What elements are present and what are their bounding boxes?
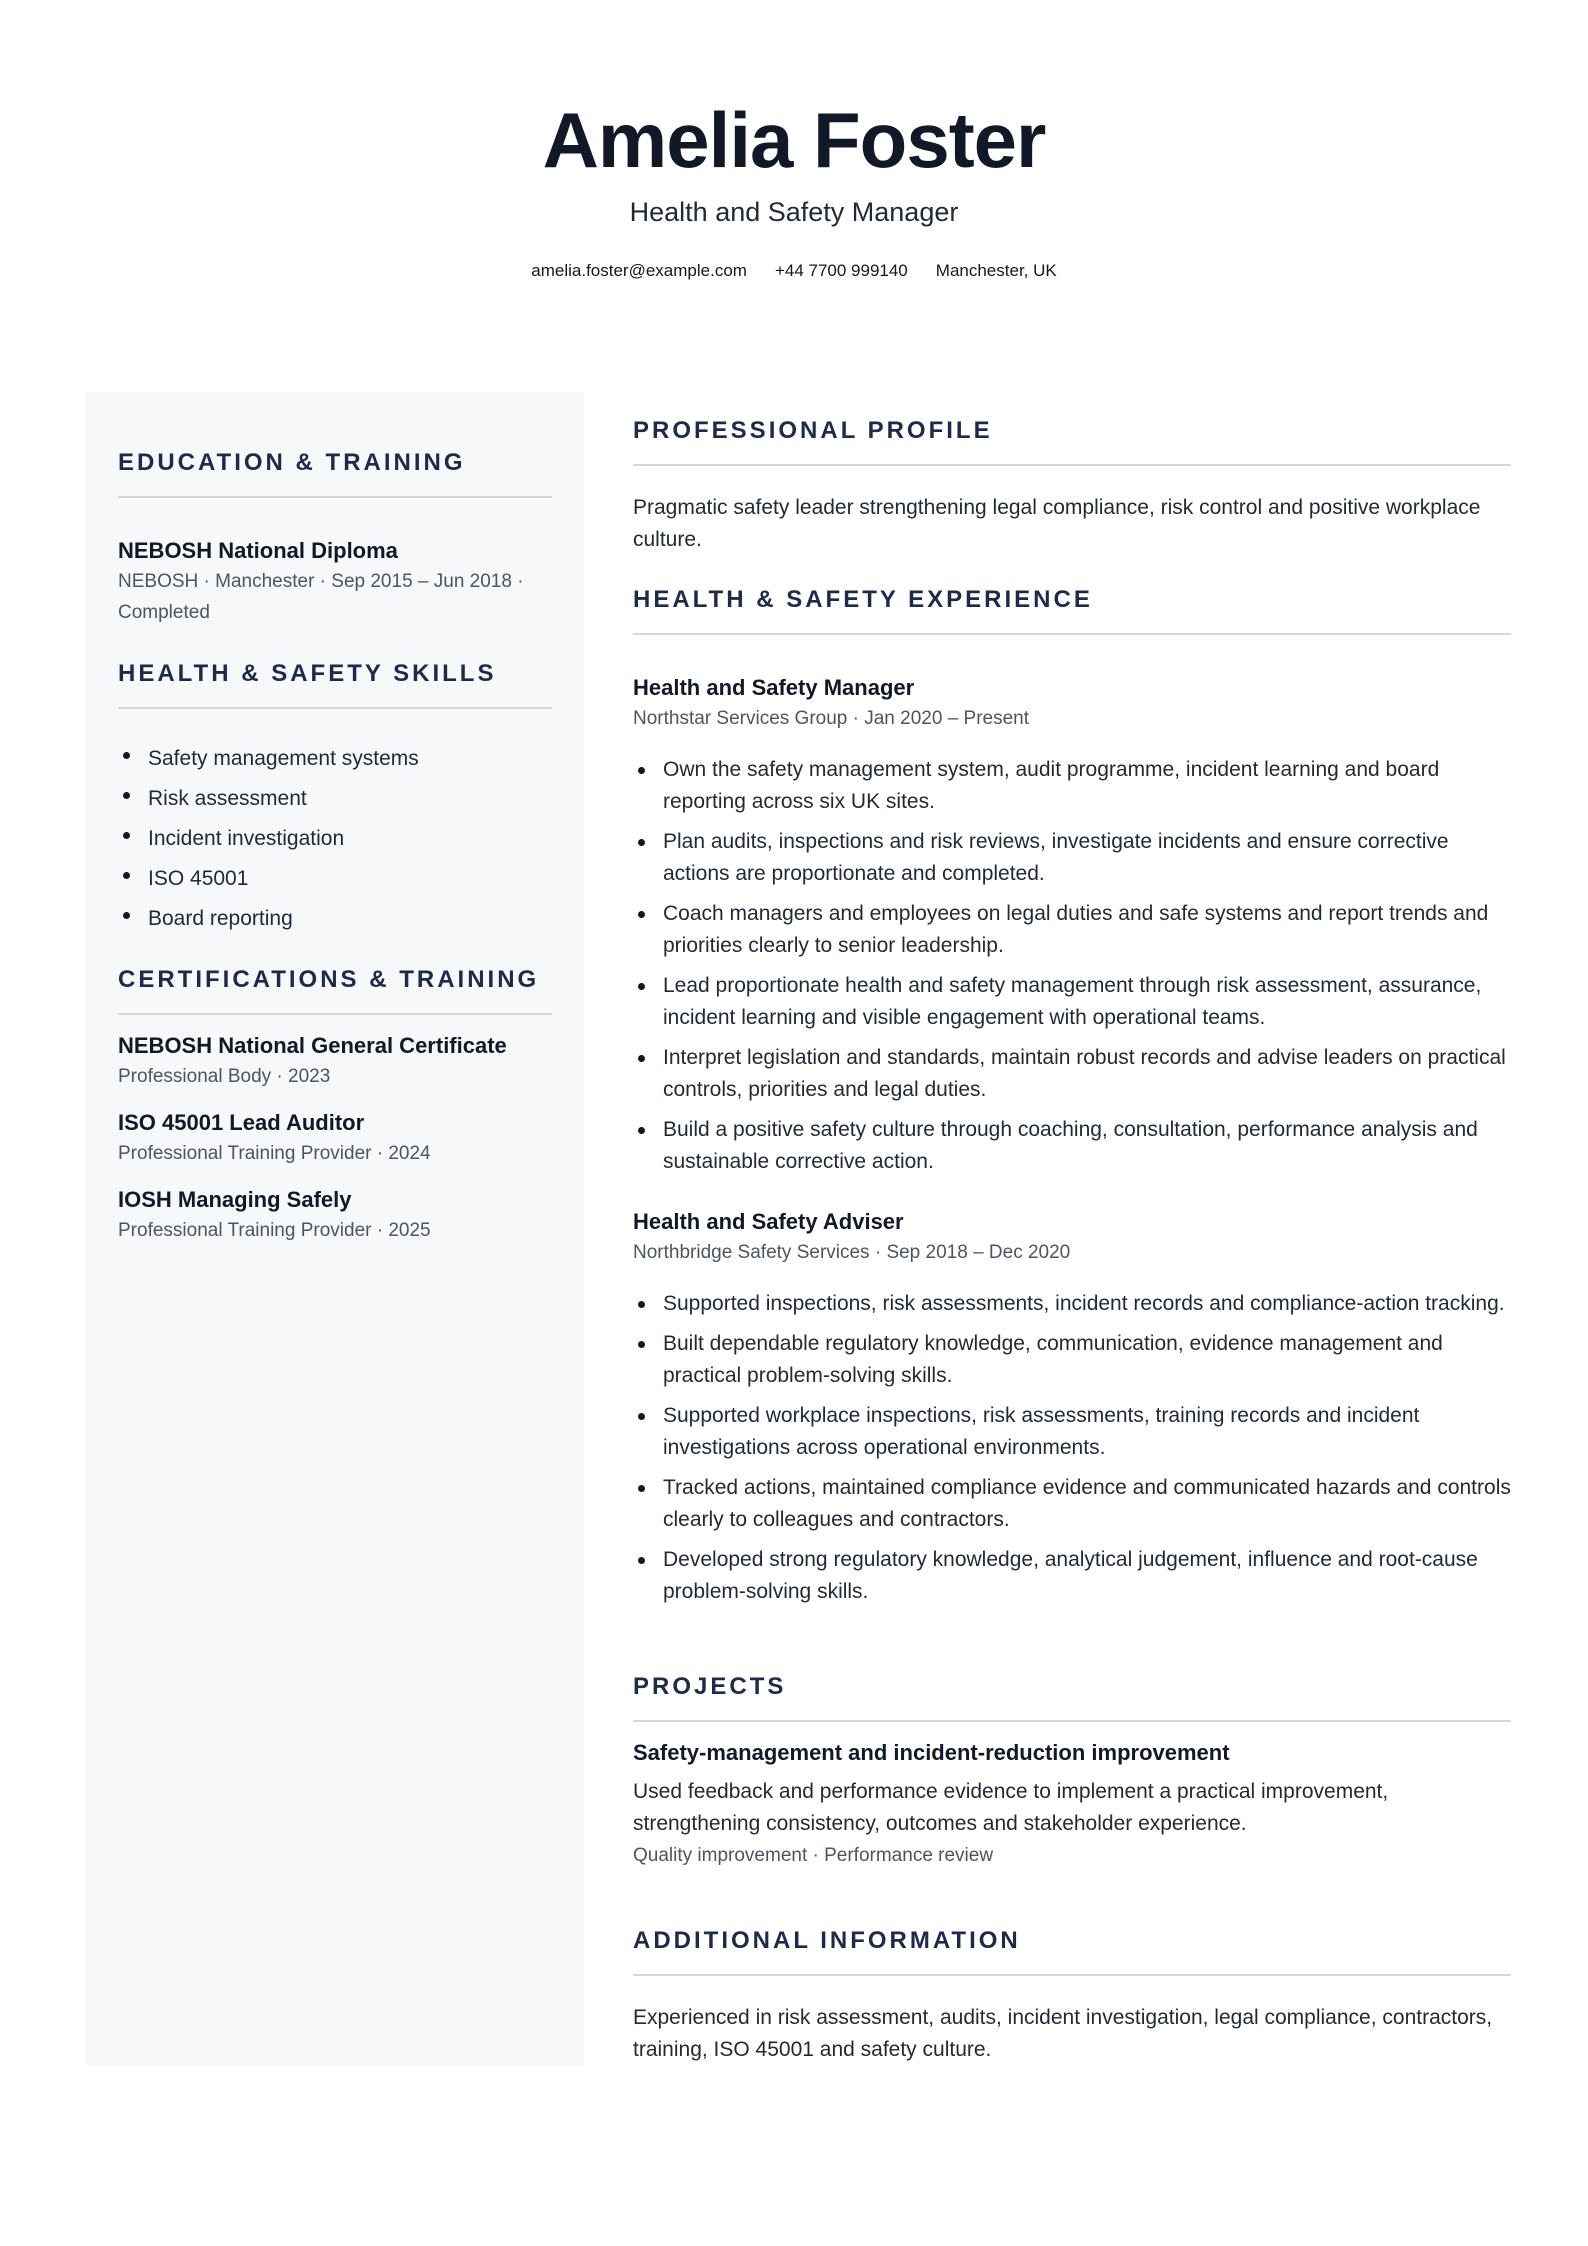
job-bullet: Interpret legislation and standards, maintain robust records and advise leaders on practical controls, priorities and legal duties.: [633, 1042, 1511, 1106]
job-bullet: Build a positive safety culture through coaching, consultation, performance analysis and sustainable corrective action.: [633, 1114, 1511, 1178]
education-section: [118, 448, 552, 628]
experience-section: [633, 585, 1511, 1186]
skill-item: Safety management systems: [118, 739, 552, 779]
section-divider: [633, 464, 1511, 466]
skill-item: ISO 45001: [118, 859, 552, 899]
education-meta-line-2: Completed: [118, 602, 210, 623]
profile-text: Pragmatic safety leader strengthening legal compliance, risk control and positive workplace culture.: [633, 496, 1481, 551]
contact-phone: +44 7700 999140: [774, 261, 908, 280]
skills-section: [118, 659, 552, 939]
education-title: NEBOSH National Diploma: [118, 538, 398, 563]
certification-title: IOSH Managing Safely: [118, 1187, 352, 1212]
certification-meta: Professional Training Provider · 2024: [118, 1143, 431, 1164]
job-bullet: Plan audits, inspections and risk reviews, investigate incidents and ensure corrective actions are proportionate and completed.: [633, 826, 1511, 890]
certification-title: NEBOSH National General Certificate: [118, 1033, 507, 1058]
additional-heading: ADDITIONAL INFORMATION: [633, 1927, 1021, 1954]
certification-meta: Professional Training Provider · 2025: [118, 1220, 431, 1241]
skill-item: Risk assessment: [118, 779, 552, 819]
additional-text: Experienced in risk assessment, audits, incident investigation, legal compliance, contractors, training, ISO 45001 and safety culture.: [633, 2006, 1493, 2061]
project-tags: Quality improvement · Performance review: [633, 1845, 994, 1866]
additional-section: [633, 1926, 1511, 2066]
certification-item: [118, 1031, 552, 1092]
section-divider: [118, 1013, 552, 1015]
contact-email: amelia.foster@example.com: [531, 261, 747, 280]
job-meta: Northstar Services Group · Jan 2020 – Present: [633, 708, 1030, 729]
job-title: Health and Safety Manager: [633, 675, 915, 700]
section-divider: [633, 1974, 1511, 1976]
certification-meta: Professional Body · 2023: [118, 1066, 331, 1087]
certification-item: [118, 1185, 552, 1246]
job-bullet: Own the safety management system, audit programme, incident learning and board reporting across six UK sites.: [633, 754, 1511, 818]
skill-item: Board reporting: [118, 899, 552, 939]
job-bullet: Tracked actions, maintained compliance evidence and communicated hazards and controls clearly to colleagues and contractors.: [633, 1472, 1511, 1536]
certifications-section: [118, 965, 552, 1246]
job-bullet: Lead proportionate health and safety management through risk assessment, assurance, incident learning and visible engagement with operational teams.: [633, 970, 1511, 1034]
section-divider: [118, 496, 552, 498]
job-meta: Northbridge Safety Services · Sep 2018 – Dec 2020: [633, 1242, 1071, 1263]
job-title: Health and Safety Adviser: [633, 1209, 904, 1234]
job-entry: [633, 1207, 1511, 1616]
section-divider: [633, 1720, 1511, 1722]
certifications-heading: CERTIFICATIONS & TRAINING: [118, 966, 540, 993]
project-text: Used feedback and performance evidence to implement a practical improvement, strengthening consistency, outcomes and stakeholder experience.: [633, 1780, 1389, 1835]
projects-section: [633, 1672, 1511, 1871]
candidate-name: Amelia Foster: [542, 96, 1046, 184]
section-divider: [118, 707, 552, 709]
profile-section: [633, 416, 1511, 556]
skills-heading: HEALTH & SAFETY SKILLS: [118, 660, 497, 687]
job-bullets: [633, 754, 1511, 1178]
skills-list: [118, 739, 552, 939]
candidate-title: Health and Safety Manager: [629, 197, 959, 227]
certification-title: ISO 45001 Lead Auditor: [118, 1110, 365, 1135]
education-heading: EDUCATION & TRAINING: [118, 449, 466, 476]
job-entry: [633, 673, 1511, 1178]
education-meta: [118, 566, 552, 628]
section-divider: [633, 633, 1511, 635]
job-bullet: Supported workplace inspections, risk assessments, training records and incident investigations across operational environments.: [633, 1400, 1511, 1464]
job-bullet: Supported inspections, risk assessments, incident records and compliance-action tracking.: [633, 1288, 1511, 1320]
certification-item: [118, 1108, 552, 1169]
experience-heading: HEALTH & SAFETY EXPERIENCE: [633, 586, 1093, 613]
contact-location: Manchester, UK: [935, 261, 1057, 280]
job-bullet: Built dependable regulatory knowledge, communication, evidence management and practical problem-solving skills.: [633, 1328, 1511, 1392]
projects-heading: PROJECTS: [633, 1673, 787, 1700]
job-bullets: [633, 1288, 1511, 1608]
job-bullet: Developed strong regulatory knowledge, analytical judgement, influence and root-cause problem-solving skills.: [633, 1544, 1511, 1608]
profile-heading: PROFESSIONAL PROFILE: [633, 417, 993, 444]
skill-item: Incident investigation: [118, 819, 552, 859]
project-title: Safety-management and incident-reduction improvement: [633, 1740, 1230, 1765]
contact-line: [0, 259, 1588, 283]
job-bullet: Coach managers and employees on legal duties and safe systems and report trends and priorities clearly to senior leadership.: [633, 898, 1511, 962]
education-meta-line-1: NEBOSH · Manchester · Sep 2015 – Jun 2018 ·: [118, 571, 524, 592]
